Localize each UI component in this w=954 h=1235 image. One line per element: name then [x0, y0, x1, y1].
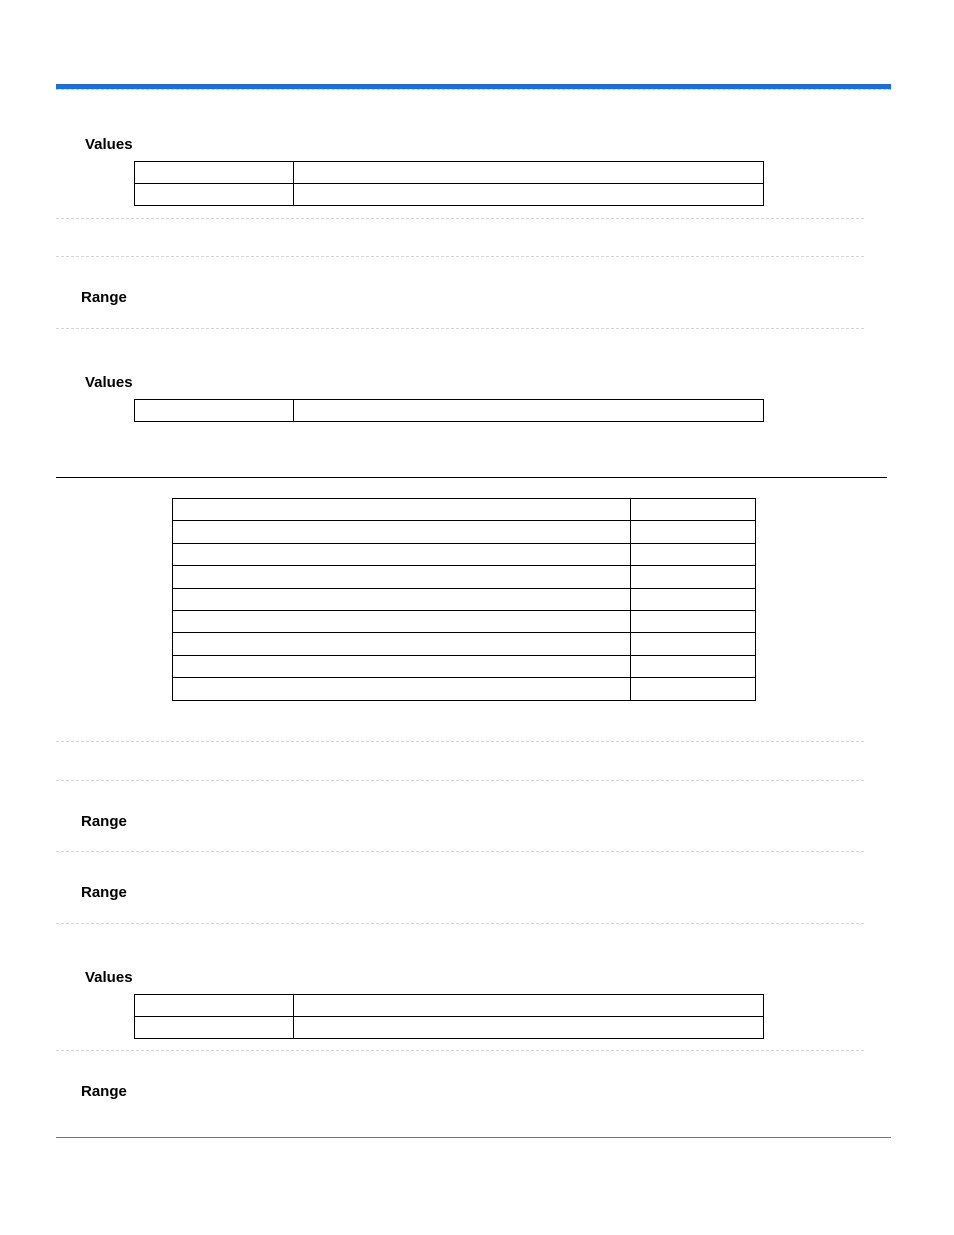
- table-cell: [135, 184, 294, 206]
- range-heading: Range: [81, 884, 127, 901]
- section-divider: [56, 256, 864, 257]
- table-cell: [173, 678, 631, 700]
- table-cell: [173, 566, 631, 588]
- values-heading: Values: [85, 969, 133, 986]
- section-divider: [56, 851, 864, 852]
- table-cell: [294, 184, 764, 206]
- range-heading: Range: [81, 289, 127, 306]
- table-row: [173, 543, 756, 565]
- values-heading: Values: [85, 136, 133, 153]
- table-row: [173, 610, 756, 632]
- table-cell: [173, 655, 631, 677]
- table-cell: [294, 162, 764, 184]
- table-cell: [173, 543, 631, 565]
- values-table: [134, 161, 764, 206]
- table-cell: [173, 499, 631, 521]
- table-row: [173, 633, 756, 655]
- table-cell: [173, 610, 631, 632]
- table-row: [135, 162, 764, 184]
- table-row: [135, 400, 764, 422]
- table-cell: [294, 995, 764, 1017]
- section-divider: [56, 1050, 864, 1051]
- table-cell: [294, 400, 764, 422]
- section-divider: [56, 741, 864, 742]
- range-heading: Range: [81, 1083, 127, 1100]
- table-cell: [294, 1017, 764, 1039]
- section-divider: [56, 923, 864, 924]
- values-table: [134, 994, 764, 1039]
- section-divider: [56, 328, 864, 329]
- table-row: [135, 1017, 764, 1039]
- values-table: [134, 399, 764, 422]
- table-row: [135, 995, 764, 1017]
- table-cell: [135, 162, 294, 184]
- table-cell: [135, 400, 294, 422]
- table-cell: [631, 521, 756, 543]
- table-cell: [173, 521, 631, 543]
- table-cell: [631, 678, 756, 700]
- table-cell: [631, 566, 756, 588]
- header-dashed-rule: [56, 89, 891, 90]
- table-cell: [173, 633, 631, 655]
- table-cell: [631, 633, 756, 655]
- table-cell: [631, 588, 756, 610]
- section-rule: [56, 477, 887, 478]
- table-cell: [631, 655, 756, 677]
- values-heading: Values: [85, 374, 133, 391]
- table-cell: [631, 610, 756, 632]
- table-cell: [631, 499, 756, 521]
- range-heading: Range: [81, 813, 127, 830]
- table-row: [173, 566, 756, 588]
- table-cell: [173, 588, 631, 610]
- table-cell: [135, 995, 294, 1017]
- table-row: [173, 678, 756, 700]
- table-row: [173, 499, 756, 521]
- table-cell: [631, 543, 756, 565]
- table-row: [173, 521, 756, 543]
- table-row: [135, 184, 764, 206]
- table-row: [173, 588, 756, 610]
- table-row: [173, 655, 756, 677]
- footer-rule: [56, 1137, 891, 1138]
- section-divider: [56, 218, 864, 219]
- table-cell: [135, 1017, 294, 1039]
- section-divider: [56, 780, 864, 781]
- main-table: [172, 498, 756, 701]
